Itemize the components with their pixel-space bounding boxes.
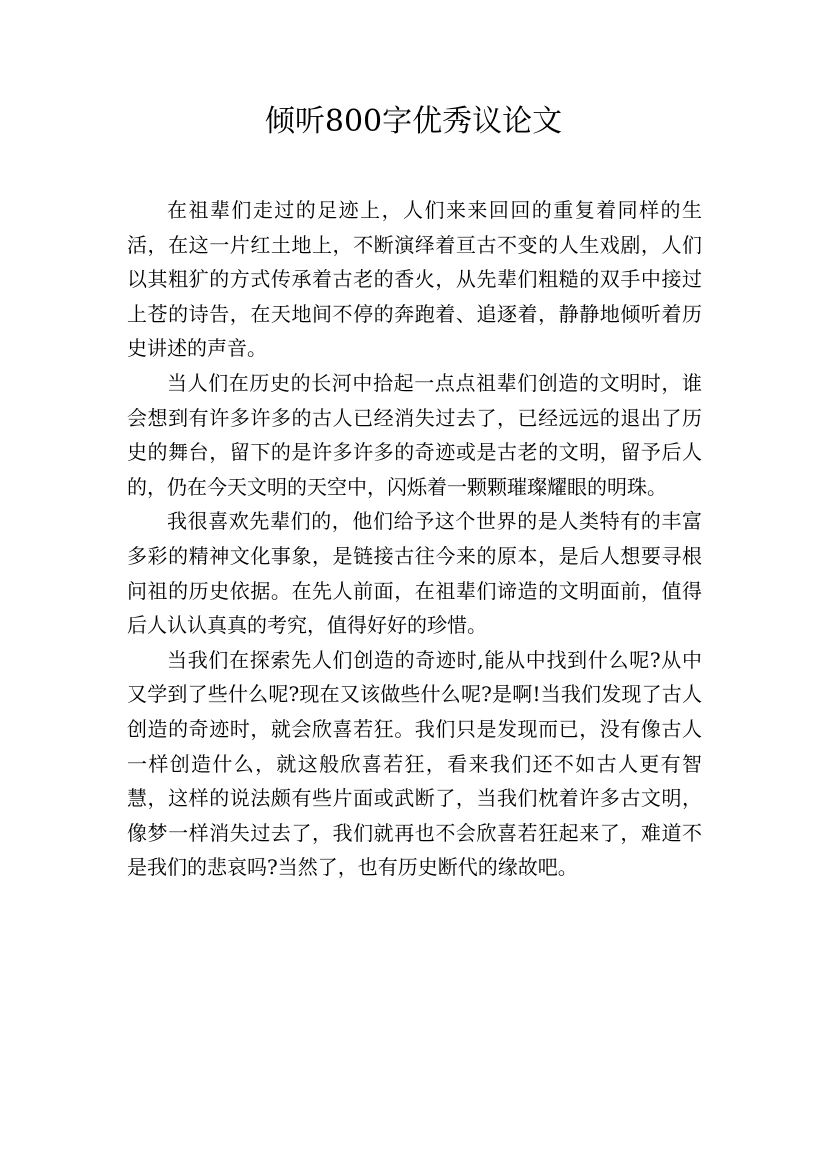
paragraph: 当人们在历史的长河中拾起一点点祖辈们创造的文明时，谁会想到有许多许多的古人已经消失过去了，已经远远的退出了历史的舞台，留下的是许多许多的奇迹或是古老的文明，留予后人的，仍在今天文明的天空中，闪烁着一颗颗璀璨耀眼的明珠。 bbox=[127, 370, 702, 499]
document-body bbox=[127, 193, 702, 885]
paragraph: 在祖辈们走过的足迹上，人们来来回回的重复着同样的生活，在这一片红土地上，不断演绎着亘古不变的人生戏剧，人们以其粗犷的方式传承着古老的香火，从先辈们粗糙的双手中接过上苍的诗告，在天地间不停的奔跑着、追逐着，静静地倾听着历史讲述的声音。 bbox=[127, 198, 702, 361]
paragraph: 当我们在探索先人们创造的奇迹时,能从中找到什么呢?从中又学到了些什么呢?现在又该做些什么呢?是啊!当我们发现了古人创造的奇迹时，就会欣喜若狂。我们只是发现而已，没有像古人一样创造什么，就这般欣喜若狂，看来我们还不如古人更有智慧，这样的说法颇有些片面或武断了，当我们枕着许多古文明，像梦一样消失过去了，我们就再也不会欣喜若狂起来了，难道不是我们的悲哀吗?当然了，也有历史断代的缘故吧。 bbox=[127, 647, 702, 880]
document-title: 倾听800字优秀议论文 bbox=[264, 104, 563, 139]
paragraph: 我很喜欢先辈们的，他们给予这个世界的是人类特有的丰富多彩的精神文化事象，是链接古往今来的原本，是后人想要寻根问祖的历史依据。在先人前面，在祖辈们谛造的文明面前，值得后人认认真真的考究，值得好好的珍惜。 bbox=[127, 509, 702, 638]
